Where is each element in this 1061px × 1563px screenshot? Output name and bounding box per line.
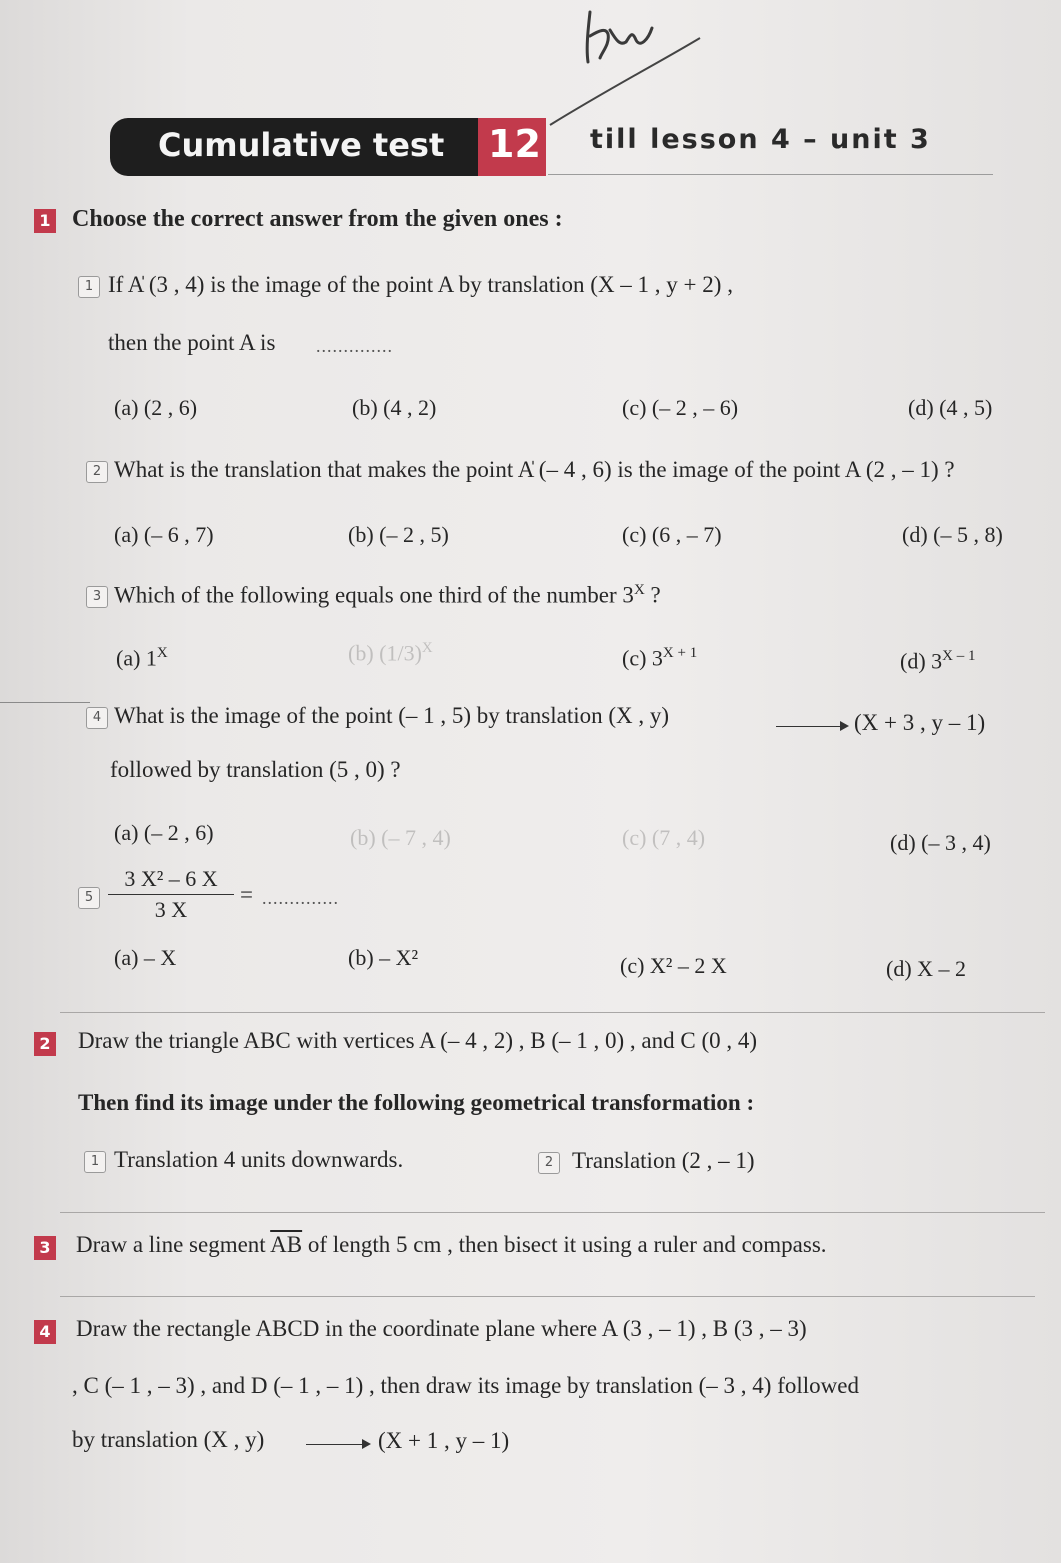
- q2-sub1: Translation 4 units downwards.: [114, 1147, 404, 1172]
- option-a: (a) (– 2 , 6): [114, 820, 214, 845]
- item-number: 4: [86, 707, 108, 729]
- q4-line1: Draw the rectangle ABCD in the coordinate plane where A (3 , – 1) , B (3 , – 3): [76, 1316, 807, 1341]
- option-a: (a) $1^X$: [116, 645, 168, 671]
- option-b: (b) (– 2 , 5): [348, 522, 449, 547]
- option-d: (d) $3^{X - 1}$: [900, 648, 976, 674]
- answer-blank: ..............: [316, 336, 393, 356]
- question-badge-3: 3: [34, 1236, 56, 1260]
- q4-line3: by translation (X , y): [72, 1427, 265, 1452]
- q1-item1-line1: If A̍ (3 , 4) is the image of the point A by translation (X – 1 , y + 2) ,: [108, 272, 733, 297]
- fold-mark: [0, 702, 90, 703]
- q1-heading: Choose the correct answer from the given ones :: [72, 206, 563, 232]
- item-number: 1: [78, 276, 100, 298]
- test-scope: till lesson 4 – unit 3: [590, 124, 931, 155]
- header-underline: [548, 174, 993, 175]
- q1-item4-target: (X + 3 , y – 1): [854, 710, 986, 735]
- option-a: (a) – X: [114, 945, 177, 970]
- option-d: (d) X – 2: [886, 956, 967, 981]
- option-c: (c) $3^{X + 1}$: [622, 645, 698, 671]
- option-b: (b) – X²: [348, 945, 419, 970]
- question-badge-4: 4: [34, 1320, 56, 1344]
- option-c: (c) (6 , – 7): [622, 522, 722, 547]
- q1-item4-line2: followed by translation (5 , 0) ?: [110, 757, 401, 782]
- test-number: 12: [488, 122, 541, 166]
- segment-ab: $\overline{AB}$: [270, 1232, 303, 1257]
- item-number: 2: [538, 1152, 560, 1174]
- section-divider: [60, 1212, 1045, 1213]
- item-number: 2: [86, 461, 108, 483]
- option-b: (b) (4 , 2): [352, 395, 437, 420]
- equals-sign: =: [240, 882, 253, 907]
- item-number: 3: [86, 586, 108, 608]
- q1-item1-line2: then the point A is: [108, 330, 276, 355]
- q1-item2-line1: What is the translation that makes the point A̍ (– 4 , 6) is the image of the point A (2 , – 1) ?: [114, 457, 955, 482]
- q4-target: (X + 1 , y – 1): [378, 1428, 510, 1453]
- option-d: (d) (– 5 , 8): [902, 522, 1003, 547]
- option-b: (b) (– 7 , 4): [350, 825, 451, 850]
- fraction-expression: [108, 866, 234, 923]
- q4-line2: , C (– 1 , – 3) , and D (– 1 , – 1) , then draw its image by translation (– 3 , 4) followed: [72, 1373, 859, 1398]
- section-divider: [60, 1012, 1045, 1013]
- question-badge-1: 1: [34, 209, 56, 233]
- test-title: Cumulative test: [158, 126, 445, 164]
- fraction-numerator: 3 X² – 6 X: [124, 866, 218, 891]
- option-a: (a) (2 , 6): [114, 395, 198, 420]
- arrow-head-icon: [840, 721, 849, 731]
- q1-item4-line1: What is the image of the point (– 1 , 5) by translation (X , y): [114, 703, 670, 728]
- fraction-denominator: 3 X: [154, 897, 188, 922]
- question-badge-2: 2: [34, 1032, 56, 1056]
- arrow-line: [776, 726, 846, 727]
- q2-sub2: Translation (2 , – 1): [572, 1148, 755, 1173]
- option-c: (c) X² – 2 X: [620, 953, 727, 978]
- arrow-line: [306, 1444, 366, 1445]
- option-c: (c) (– 2 , – 6): [622, 395, 739, 420]
- q1-item3-line1: Which of the following equals one third of the number $3^X$ ?: [114, 582, 661, 608]
- q2-line2: Then find its image under the following geometrical transformation :: [78, 1090, 755, 1115]
- section-divider: [60, 1296, 1035, 1297]
- option-a: (a) (– 6 , 7): [114, 522, 214, 547]
- option-d: (d) (4 , 5): [908, 395, 993, 420]
- handwritten-mark: [540, 0, 760, 140]
- option-b: (b) $(1/3)^X$: [348, 640, 433, 666]
- arrow-head-icon: [362, 1439, 371, 1449]
- q2-line1: Draw the triangle ABC with vertices A (– 4 , 2) , B (– 1 , 0) , and C (0 , 4): [78, 1028, 758, 1053]
- option-d: (d) (– 3 , 4): [890, 830, 991, 855]
- option-c: (c) (7 , 4): [622, 825, 706, 850]
- item-number: 5: [78, 887, 100, 909]
- answer-blank: ..............: [262, 888, 339, 908]
- q3-text: Draw a line segment $\overline{AB}$ of length 5 cm , then bisect it using a ruler and compass.: [76, 1232, 827, 1257]
- item-number: 1: [84, 1151, 106, 1173]
